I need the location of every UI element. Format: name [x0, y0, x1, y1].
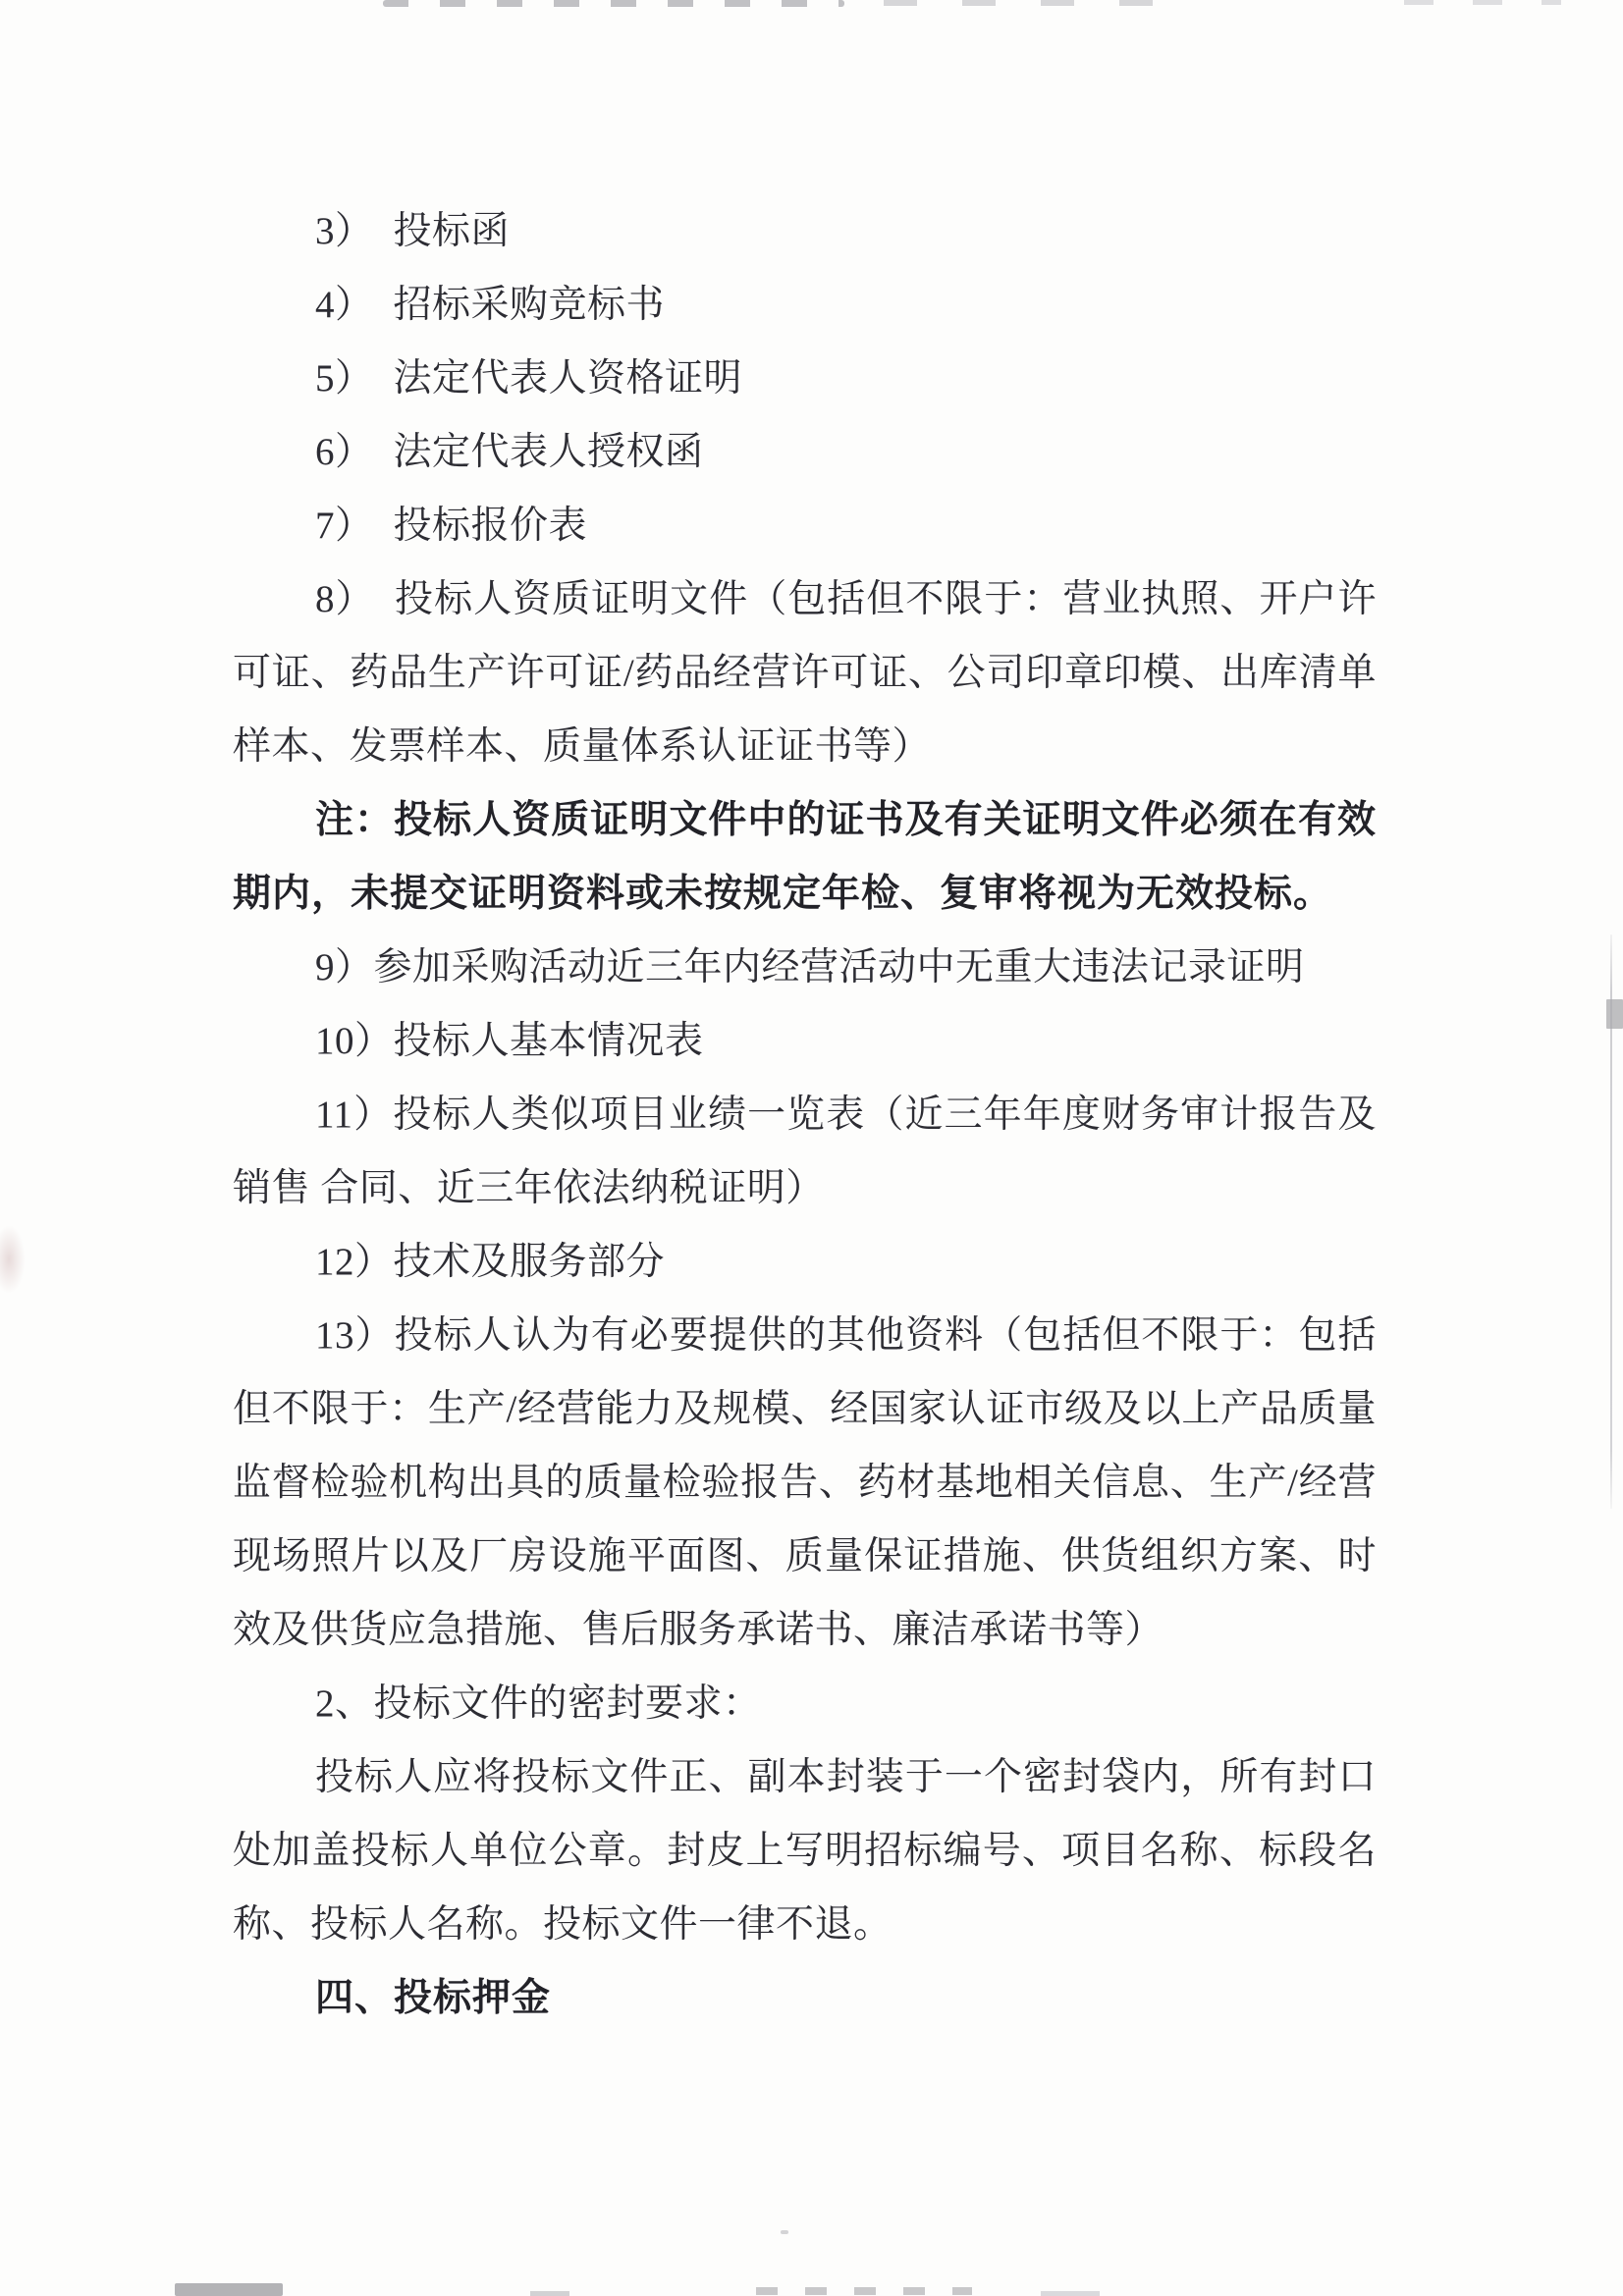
text-line: 3） 投标函: [315, 210, 511, 252]
text-line: 四、投标押金: [315, 1977, 552, 2019]
text-line: 监督检验机构出具的质量检验报告、药材基地相关信息、生产/经营: [233, 1462, 1377, 1504]
text-line: 称、投标人名称。投标文件一律不退。: [233, 1903, 893, 1946]
text-line: 投标人应将投标文件正、副本封装于一个密封袋内，所有封口: [315, 1756, 1377, 1798]
text-line: 8） 投标人资质证明文件（包括但不限于：营业执照、开户许: [315, 578, 1377, 620]
text-line: 6） 法定代表人授权函: [315, 431, 704, 473]
text-line: 12）技术及服务部分: [315, 1241, 666, 1283]
text-line: 13）投标人认为有必要提供的其他资料（包括但不限于：包括: [315, 1314, 1377, 1357]
text-line: 期内，未提交证明资料或未按规定年检、复审将视为无效投标。: [233, 873, 1333, 915]
text-line: 效及供货应急措施、售后服务承诺书、廉洁承诺书等）: [233, 1609, 1164, 1651]
text-line: 样本、发票样本、质量体系认证证书等）: [233, 725, 932, 768]
text-line: 5） 法定代表人资格证明: [315, 357, 743, 400]
text-line: 9）参加采购活动近三年内经营活动中无重大违法记录证明: [315, 946, 1305, 988]
document-body: [233, 194, 1377, 2035]
scan-artifact-bottom: [1041, 2291, 1100, 2296]
scan-artifact-bottom: [530, 2291, 569, 2296]
scan-artifact-bottom: [175, 2283, 283, 2296]
text-line: 4） 招标采购竞标书: [315, 284, 666, 326]
text-line: 注：投标人资质证明文件中的证书及有关证明文件必须在有效: [315, 799, 1377, 841]
text-line: 处加盖投标人单位公章。封皮上写明招标编号、项目名称、标段名: [233, 1830, 1377, 1872]
scan-artifact-dot: [781, 2230, 788, 2234]
text-line: 7） 投标报价表: [315, 505, 588, 547]
scan-artifact-right-tab: [1606, 999, 1623, 1029]
scan-artifact-left-smudge: [0, 1225, 26, 1294]
text-line: 10）投标人基本情况表: [315, 1020, 704, 1062]
scan-artifact-right-line: [1610, 934, 1612, 1509]
text-line: 销售 合同、近三年依法纳税证明）: [233, 1167, 825, 1209]
text-line: 11）投标人类似项目业绩一览表（近三年年度财务审计报告及: [315, 1094, 1377, 1136]
text-line: 2、投标文件的密封要求：: [315, 1682, 762, 1725]
scan-artifact-top: [884, 0, 1198, 6]
text-line: 但不限于：生产/经营能力及规模、经国家认证市级及以上产品质量: [233, 1388, 1377, 1430]
scan-artifact-top: [383, 0, 844, 7]
text-line: 可证、药品生产许可证/药品经营许可证、公司印章印模、出库清单: [233, 652, 1377, 694]
scan-artifact-bottom: [756, 2287, 972, 2295]
scan-artifact-top: [1404, 0, 1561, 5]
document-lines: [233, 194, 1377, 2035]
text-line: 现场照片以及厂房设施平面图、质量保证措施、供货组织方案、时: [233, 1535, 1377, 1577]
